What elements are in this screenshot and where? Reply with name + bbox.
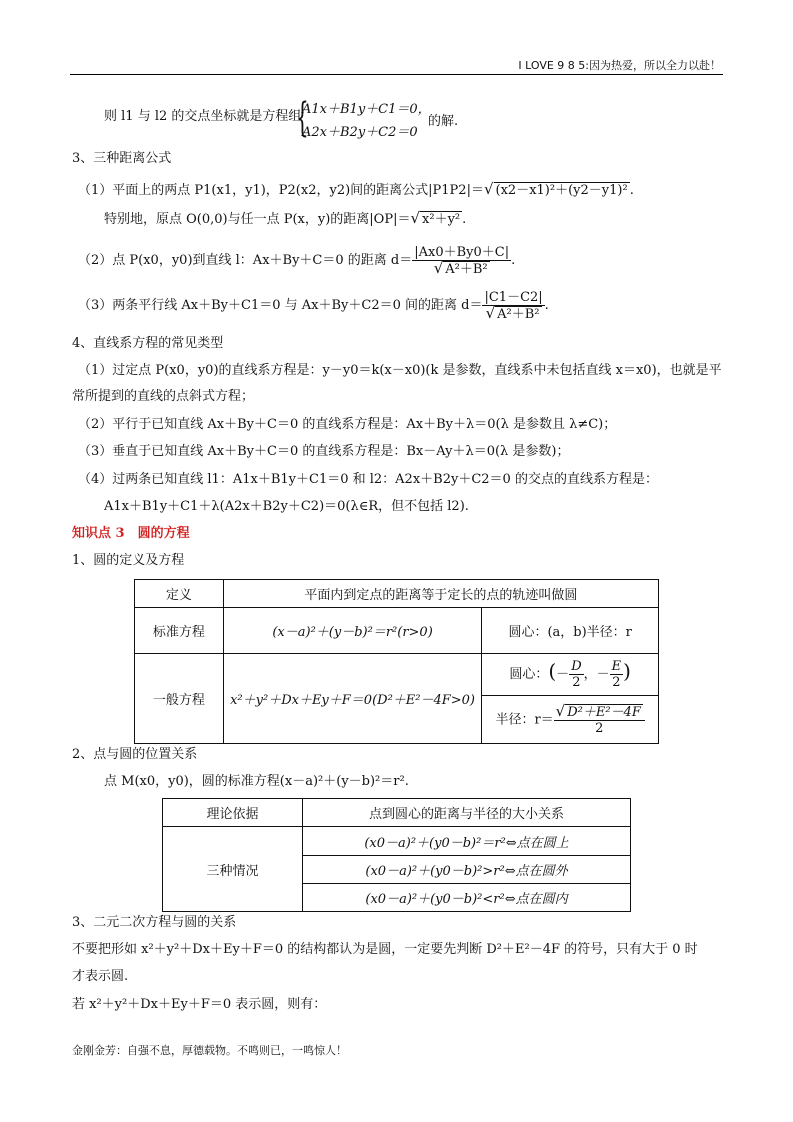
brace-symbol: { bbox=[296, 95, 309, 141]
sqrt-symbol: √ bbox=[555, 701, 566, 720]
sqrt-symbol: √ bbox=[485, 303, 496, 322]
line-system-3: （3）垂直于已知直线 Ax＋By＋C＝0 的直线系方程是：Bx－Ay＋λ＝0(λ 是参数)； bbox=[78, 444, 570, 459]
fraction-numerator: |C1－C2| bbox=[484, 289, 543, 305]
radius-cell bbox=[482, 696, 659, 744]
distance-origin-expr: x²＋y² bbox=[422, 212, 461, 227]
quadratic-note-1: 不要把形如 x²＋y²＋Dx＋Ey＋F＝0 的结构都认为是圆，一定要先判断 D²＋E²－4F 的符号，只有大于 0 时 bbox=[72, 942, 698, 957]
header-divider bbox=[70, 74, 723, 75]
period: . bbox=[544, 298, 549, 313]
intro-prefix: 则 l1 与 l2 的交点坐标就是方程组 bbox=[104, 109, 302, 124]
distance-origin bbox=[104, 209, 466, 229]
paren-open: ( bbox=[548, 659, 557, 683]
radius-num bbox=[554, 701, 645, 721]
radius-num-expr: D²＋E²－4F bbox=[567, 704, 641, 720]
fraction bbox=[412, 245, 511, 277]
center-cell: 圆心：(－ $\frac{D}{2}$ ，－ $\frac{E}{2}$ ) bbox=[482, 654, 659, 696]
intro-suffix: 的解. bbox=[428, 114, 459, 129]
radius-label: 半径：r＝ bbox=[495, 712, 554, 727]
std-info-cell: 圆心：(a，b)半径：r bbox=[482, 608, 659, 654]
line-system-2: （2）平行于已知直线 Ax＋By＋C＝0 的直线系方程是：Ax＋By＋λ＝0(λ 是参数且 λ≠C)； bbox=[78, 417, 617, 432]
distance-two-points-text: （1）平面上的两点 P1(x1，y1)，P2(x2，y2)间的距离公式|P1P2|＝ bbox=[78, 183, 484, 198]
distance-parallel-text: （3）两条平行线 Ax＋By＋C1＝0 与 Ax＋By＋C2＝0 间的距离 d＝ bbox=[78, 298, 483, 313]
fraction-numerator: |Ax0＋By0＋C| bbox=[414, 244, 510, 260]
def-label-cell: 定义 bbox=[135, 580, 224, 608]
section4-title: 4、直线系方程的常见类型 bbox=[72, 336, 224, 351]
system-eq2: A2x＋B2y＋C2＝0 bbox=[302, 125, 418, 140]
fraction-denominator bbox=[482, 303, 544, 322]
period: . bbox=[629, 183, 634, 198]
theory-header: 理论依据 bbox=[163, 799, 303, 827]
distance-two-points bbox=[78, 180, 634, 200]
circle-section3-title: 3、二元二次方程与圆的关系 bbox=[72, 915, 237, 930]
center-frac-d bbox=[569, 659, 583, 690]
three-cases-cell: 三种情况 bbox=[163, 827, 303, 912]
denominator-expr: A²＋B² bbox=[497, 306, 540, 322]
circle-section2-title: 2、点与圆的位置关系 bbox=[72, 747, 198, 762]
line-system-1a: （1）过定点 P(x0，y0)的直线系方程是：y－y0＝k(x－x0)(k 是参数，直线系中未包括直线 x＝x0)，也就是平 bbox=[78, 363, 722, 378]
distance-point-line-text: （2）点 P(x0，y0)到直线 l：Ax＋By＋C＝0 的距离 d＝ bbox=[78, 253, 413, 268]
fraction-denominator bbox=[412, 258, 511, 277]
radius-frac bbox=[554, 701, 645, 736]
page-header: I LOVE 9 8 5:因为热爱，所以全力以赴！ bbox=[518, 59, 721, 72]
circle-section1-title: 1、圆的定义及方程 bbox=[72, 553, 185, 568]
period: . bbox=[462, 212, 467, 227]
center-d: D bbox=[571, 659, 582, 674]
center-den: 2 bbox=[612, 675, 621, 690]
std-label-cell: 标准方程 bbox=[135, 608, 224, 654]
knowledge-point-title: 知识点 3 圆的方程 bbox=[72, 526, 190, 541]
sqrt-symbol: √ bbox=[410, 209, 421, 227]
case-inside-circle: (x0－a)²＋(y0－b)²<r²⇔点在圆内 bbox=[303, 884, 631, 912]
std-eq-cell: (x－a)²＋(y－b)²＝r²(r>0) bbox=[223, 608, 482, 654]
distance-parallel-lines bbox=[78, 286, 549, 326]
quadratic-note-2: 才表示圆. bbox=[72, 969, 129, 984]
line-system-4a: （4）过两条已知直线 l1：A1x＋B1y＋C1＝0 和 l2：A2x＋B2y＋C2＝0 的交点的直线系方程是： bbox=[78, 472, 658, 487]
period: . bbox=[511, 253, 516, 268]
distance-two-points-expr: (x2－x1)²＋(y2－y1)² bbox=[495, 183, 628, 198]
case-outside-circle: (x0－a)²＋(y0－b)²>r²⇔点在圆外 bbox=[303, 856, 631, 884]
circle-definition-table bbox=[134, 579, 659, 744]
radius-den: 2 bbox=[595, 720, 604, 736]
point-circle-intro: 点 M(x0，y0)，圆的标准方程(x－a)²＋(y－b)²＝r². bbox=[104, 774, 409, 789]
line-system-1b: 常所提到的直线的点斜式方程； bbox=[72, 389, 255, 404]
gen-eq-cell: x²＋y²＋Dx＋Ey＋F＝0(D²＋E²－4F>0) bbox=[223, 654, 482, 744]
section3-title: 3、三种距离公式 bbox=[72, 151, 172, 166]
relation-header: 点到圆心的距离与半径的大小关系 bbox=[303, 799, 631, 827]
def-text-cell: 平面内到定点的距离等于定长的点的轨迹叫做圆 bbox=[223, 580, 658, 608]
center-e: E bbox=[611, 659, 622, 674]
center-den: 2 bbox=[572, 675, 581, 690]
fraction bbox=[482, 290, 544, 322]
denominator-expr: A²＋B² bbox=[445, 261, 488, 277]
sqrt-symbol: √ bbox=[433, 258, 444, 277]
quadratic-note-3: 若 x²＋y²＋Dx＋Ey＋F＝0 表示圆，则有： bbox=[72, 997, 327, 1012]
gen-label-cell: 一般方程 bbox=[135, 654, 224, 744]
system-eq1: A1x＋B1y＋C1＝0， bbox=[302, 102, 431, 117]
distance-origin-text: 特别地，原点 O(0,0)与任一点 P(x，y)的距离|OP|＝ bbox=[104, 212, 411, 227]
case-on-circle: (x0－a)²＋(y0－b)²＝r²⇔点在圆上 bbox=[303, 827, 631, 856]
center-frac-e bbox=[610, 659, 624, 690]
page-footer: 金刚金芳：自强不息，厚德载物。不鸣则已，一鸣惊人！ bbox=[72, 1044, 347, 1057]
line-system-4b: A1x＋B1y＋C1＋λ(A2x＋B2y＋C2)＝0(λ∈R，但不包括 l2). bbox=[104, 499, 469, 514]
distance-point-line bbox=[78, 241, 515, 281]
point-circle-table bbox=[162, 798, 631, 912]
paren-close: ) bbox=[623, 659, 631, 683]
sqrt-symbol: √ bbox=[483, 180, 494, 198]
center-label: 圆心： bbox=[509, 667, 549, 682]
